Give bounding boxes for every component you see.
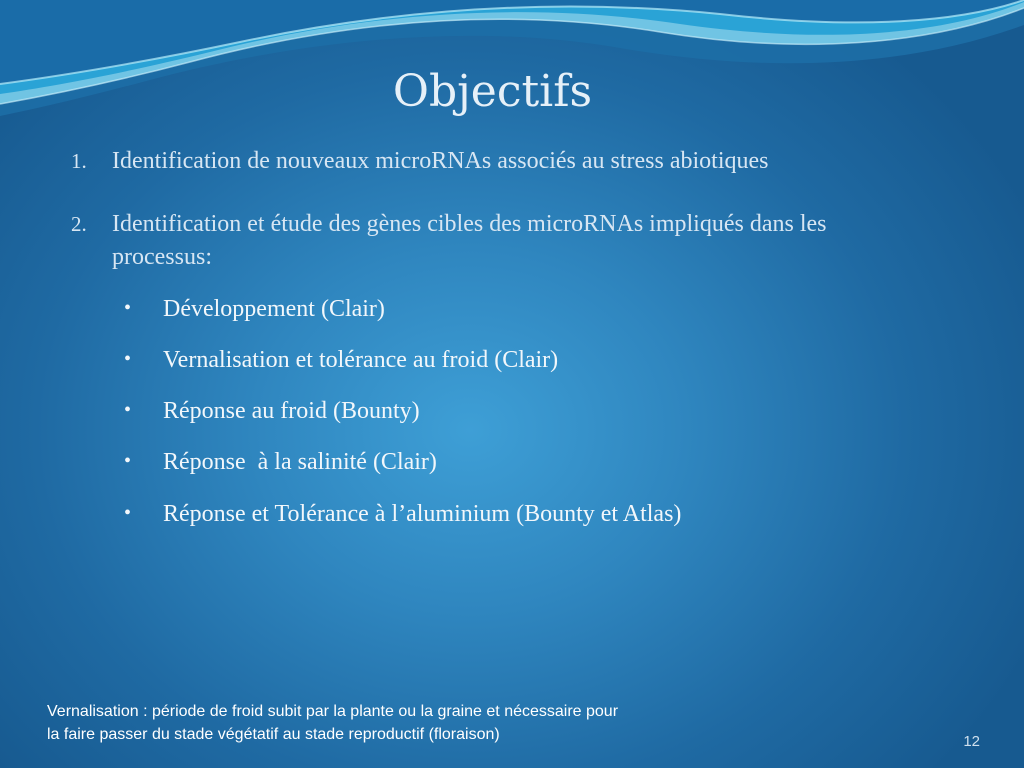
numbered-item-1-text: Identification de nouveaux microRNAs associés au stress abiotiques bbox=[112, 148, 769, 174]
bullet-2-text: Vernalisation et tolérance au froid (Clair) bbox=[163, 347, 559, 373]
numbered-item-2-number: 2. bbox=[71, 212, 87, 236]
bullet-5-text: Réponse et Tolérance à l’aluminium (Bounty et Atlas) bbox=[163, 501, 682, 527]
bullet-4-text: Réponse à la salinité (Clair) bbox=[163, 449, 437, 475]
numbered-item-2-text: Identification et étude des gènes cibles des microRNAs impliqués dans les processus: bbox=[112, 211, 827, 270]
bullet-1-symbol: • bbox=[124, 297, 132, 319]
footnote: Vernalisation : période de froid subit par la plante ou la graine et nécessaire pour la faire passer du stade végétatif au stade reproductif (floraison) bbox=[47, 703, 619, 743]
page-number: 12 bbox=[963, 733, 980, 750]
bullet-1-text: Développement (Clair) bbox=[163, 296, 385, 322]
slide-title: Objectifs bbox=[392, 66, 593, 117]
bullet-3-text: Réponse au froid (Bounty) bbox=[163, 398, 420, 424]
bullet-3-symbol: • bbox=[124, 399, 132, 421]
bullet-2-symbol: • bbox=[124, 348, 132, 370]
bullet-4-symbol: • bbox=[124, 450, 132, 472]
numbered-item-1-number: 1. bbox=[71, 149, 87, 173]
bullet-5-symbol: • bbox=[124, 502, 132, 524]
